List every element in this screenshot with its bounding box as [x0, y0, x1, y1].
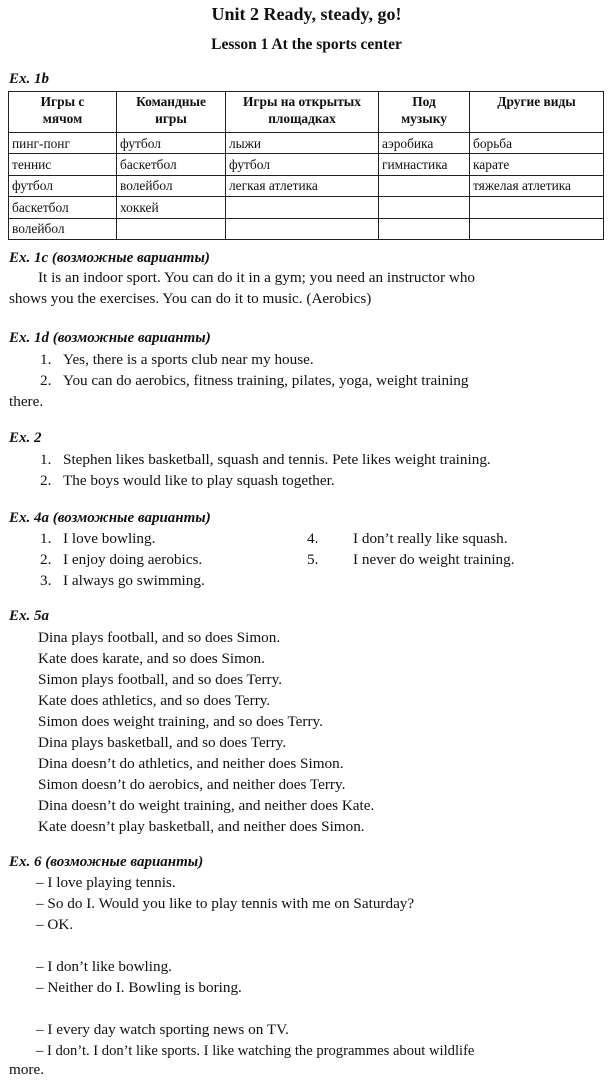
table-cell	[379, 197, 470, 218]
ex6-dialog-line: – I don’t. I don’t like sports. I like watching the programmes about wildlife	[36, 1043, 475, 1059]
table-cell: пинг-понг	[9, 133, 117, 154]
table-cell: футбол	[226, 154, 379, 175]
lesson-title: Lesson 1 At the sports center	[211, 36, 402, 53]
ex4a-item: 1. I love bowling.	[40, 530, 156, 547]
ex6-dialog-line: – OK.	[36, 916, 74, 933]
table-header: Под музыку	[379, 92, 470, 133]
table-cell: хоккей	[117, 197, 226, 218]
ex5a-line: Simon plays football, and so does Terry.	[38, 671, 283, 688]
table-header: Другие виды	[470, 92, 604, 133]
table-cell	[470, 218, 604, 239]
ex1d-item: 2. You can do aerobics, fitness training, pilates, yoga, weight training	[40, 372, 469, 389]
table-cell: футбол	[9, 175, 117, 196]
ex5a-line: Dina plays basketball, and so does Terry.	[38, 734, 287, 751]
ex4a-item: 4. I don’t really like squash.	[307, 530, 508, 547]
table-cell: баскетбол	[9, 197, 117, 218]
ex4a-item: 5. I never do weight training.	[307, 551, 515, 568]
table-cell: карате	[470, 154, 604, 175]
ex6-dialog-line: – So do I. Would you like to play tennis with me on Saturday?	[36, 895, 415, 912]
table-cell: лыжи	[226, 133, 379, 154]
table-cell: волейбол	[9, 218, 117, 239]
ex6-heading: Ex. 6 (возможные варианты)	[9, 854, 204, 870]
ex5a-heading: Ex. 5a	[9, 608, 50, 624]
ex1b-heading: Ex. 1b	[9, 71, 50, 87]
table-cell	[379, 175, 470, 196]
table-cell: аэробика	[379, 133, 470, 154]
table-cell: гимнастика	[379, 154, 470, 175]
ex2-item: 2. The boys would like to play squash together.	[40, 472, 335, 489]
ex5a-line: Dina doesn’t do athletics, and neither does Simon.	[38, 755, 344, 772]
table-cell	[226, 197, 379, 218]
ex1d-continuation: there.	[9, 393, 44, 410]
table-cell: тяжелая атлетика	[470, 175, 604, 196]
ex6-dialog-line: – I every day watch sporting news on TV.	[36, 1021, 289, 1038]
ex4a-item: 3. I always go swimming.	[40, 572, 205, 589]
sports-table	[8, 91, 604, 240]
table-cell: борьба	[470, 133, 604, 154]
ex2-heading: Ex. 2	[9, 430, 42, 446]
ex1d-heading: Ex. 1d (возможные варианты)	[9, 330, 211, 346]
ex1d-item: 1. Yes, there is a sports club near my house.	[40, 351, 314, 368]
ex6-dialog-line: – I don’t like bowling.	[36, 958, 172, 975]
ex6-continuation: more.	[9, 1061, 45, 1078]
ex1c-line: shows you the exercises. You can do it to music. (Aerobics)	[9, 290, 372, 307]
table-cell	[470, 197, 604, 218]
table-header: Командные игры	[117, 92, 226, 133]
table-cell: теннис	[9, 154, 117, 175]
ex6-dialog-line: – I love playing tennis.	[36, 874, 176, 891]
unit-title: Unit 2 Ready, steady, go!	[211, 4, 402, 24]
ex4a-heading: Ex. 4a (возможные варианты)	[9, 510, 211, 526]
ex5a-line: Dina doesn’t do weight training, and neither does Kate.	[38, 797, 375, 814]
table-cell	[379, 218, 470, 239]
table-header-row	[9, 92, 604, 133]
table-cell: легкая атлетика	[226, 175, 379, 196]
table-cell	[226, 218, 379, 239]
table-row	[9, 218, 604, 239]
table-row	[9, 154, 604, 175]
ex1c-heading: Ex. 1c (возможные варианты)	[9, 250, 210, 266]
ex4a-item: 2. I enjoy doing aerobics.	[40, 551, 203, 568]
ex5a-line: Kate does karate, and so does Simon.	[38, 650, 265, 667]
table-row	[9, 197, 604, 218]
ex2-item: 1. Stephen likes basketball, squash and tennis. Pete likes weight training.	[40, 451, 491, 468]
ex5a-line: Kate doesn’t play basketball, and neither does Simon.	[38, 818, 365, 835]
ex5a-line: Simon doesn’t do aerobics, and neither does Terry.	[38, 776, 346, 793]
table-cell: футбол	[117, 133, 226, 154]
table-cell: баскетбол	[117, 154, 226, 175]
table-row	[9, 133, 604, 154]
table-row	[9, 175, 604, 196]
table-cell	[117, 218, 226, 239]
table-header: Игры с мячом	[9, 92, 117, 133]
table-cell: волейбол	[117, 175, 226, 196]
table-header: Игры на открытых площадках	[226, 92, 379, 133]
ex5a-line: Kate does athletics, and so does Terry.	[38, 692, 271, 709]
ex5a-line: Simon does weight training, and so does Terry.	[38, 713, 323, 730]
ex1c-line: It is an indoor sport. You can do it in a gym; you need an instructor who	[38, 269, 476, 286]
ex6-dialog-line: – Neither do I. Bowling is boring.	[36, 979, 242, 996]
ex5a-line: Dina plays football, and so does Simon.	[38, 629, 281, 646]
